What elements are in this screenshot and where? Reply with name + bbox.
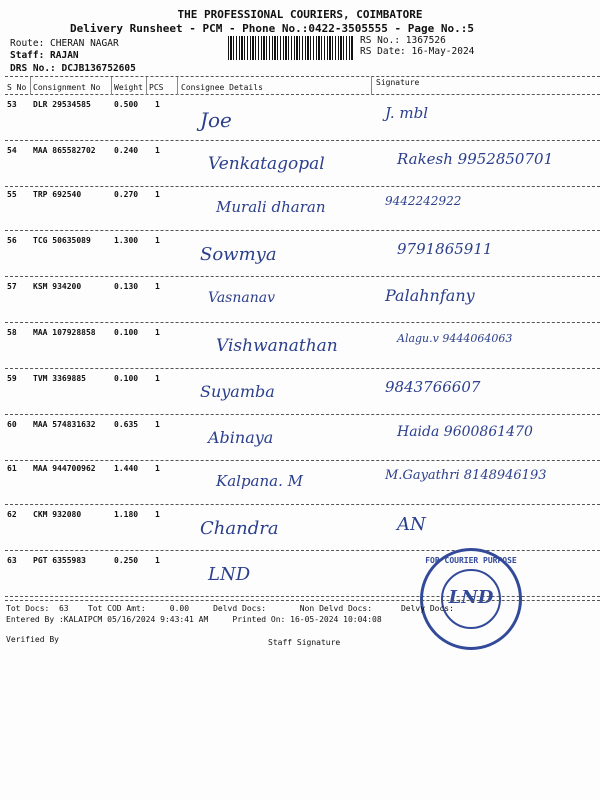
row-consignee-handwritten: Vishwanathan — [216, 336, 338, 356]
col-divider — [111, 77, 112, 95]
row-consignment: TVM 3369885 — [33, 374, 86, 383]
table-header-rule — [5, 94, 600, 95]
row-weight: 0.130 — [114, 282, 139, 291]
row-weight: 0.500 — [114, 100, 139, 109]
table-top-rule — [5, 76, 600, 77]
row-separator — [5, 460, 600, 461]
col-divider — [146, 77, 147, 95]
row-consignment: MAA 107928858 — [33, 328, 96, 337]
row-separator — [5, 230, 600, 231]
row-consignee-handwritten: Venkatagopal — [208, 154, 325, 174]
row-separator — [5, 186, 600, 187]
row-weight: 0.240 — [114, 146, 139, 155]
row-pcs: 1 — [155, 420, 160, 429]
row-weight: 1.300 — [114, 236, 139, 245]
row-signature-handwritten: AN — [397, 514, 426, 535]
row-sno: 60 — [7, 420, 17, 429]
row-separator — [5, 140, 600, 141]
row-separator — [5, 368, 600, 369]
runsheet-title: Delivery Runsheet - PCM - Phone No.:0422-3505555 - Page No.:5 — [70, 22, 474, 35]
row-signature-handwritten: 9843766607 — [385, 378, 481, 396]
row-pcs: 1 — [155, 328, 160, 337]
row-weight: 1.440 — [114, 464, 139, 473]
row-consignee-handwritten: Murali dharan — [216, 198, 326, 216]
row-weight: 0.635 — [114, 420, 139, 429]
row-separator — [5, 414, 600, 415]
row-separator — [5, 504, 600, 505]
row-sno: 57 — [7, 282, 17, 291]
row-consignee-handwritten: Kalpana. M — [216, 472, 303, 490]
route: Route: CHERAN NAGAR — [10, 38, 119, 49]
row-sno: 62 — [7, 510, 17, 519]
footer-rule — [5, 600, 600, 601]
col-sno: S No — [7, 83, 27, 92]
staff: Staff: RAJAN — [10, 50, 79, 61]
entered-by: Entered By :KALAIPCM 05/16/2024 9:43:41 AM Printed On: 16-05-2024 10:04:08 — [6, 615, 382, 624]
row-consignment: MAA 944700962 — [33, 464, 96, 473]
col-divider — [30, 77, 31, 95]
row-sno: 55 — [7, 190, 17, 199]
row-signature-handwritten: Haida 9600861470 — [397, 424, 533, 440]
row-separator — [5, 276, 600, 277]
row-consignee-handwritten: Chandra — [200, 518, 279, 539]
row-pcs: 1 — [155, 374, 160, 383]
row-signature-handwritten: M.Gayathri 8148946193 — [385, 468, 547, 483]
row-pcs: 1 — [155, 236, 160, 245]
row-signature-handwritten: 9442242922 — [385, 194, 462, 208]
col-weight: Weight — [114, 83, 143, 92]
row-signature-handwritten: J. mbl — [385, 104, 429, 122]
rs-number: RS No.: 1367526 — [360, 35, 446, 46]
row-consignment: PGT 6355983 — [33, 556, 86, 565]
col-divider — [177, 77, 178, 95]
row-signature-handwritten: Rakesh 9952850701 — [397, 150, 554, 168]
col-divider — [371, 77, 372, 95]
row-consignee-handwritten: Suyamba — [200, 382, 275, 401]
company-name: THE PROFESSIONAL COURIERS, COIMBATORE — [177, 8, 423, 21]
row-sno: 58 — [7, 328, 17, 337]
row-weight: 0.270 — [114, 190, 139, 199]
row-weight: 1.180 — [114, 510, 139, 519]
col-consignee: Consignee Details — [181, 83, 263, 92]
row-pcs: 1 — [155, 282, 160, 291]
row-pcs: 1 — [155, 100, 160, 109]
row-consignee-handwritten: Abinaya — [208, 428, 274, 447]
row-signature-handwritten: Alagu.v 9444064063 — [397, 332, 513, 345]
courier-stamp — [420, 548, 522, 650]
row-consignee-handwritten: LND — [208, 564, 251, 585]
stamp-center-text: LND — [448, 587, 494, 608]
row-sno: 54 — [7, 146, 17, 155]
verified-by: Verified By — [6, 635, 59, 644]
row-signature-handwritten: Palahnfany — [385, 286, 475, 305]
row-consignment: TCG 50635089 — [33, 236, 91, 245]
row-pcs: 1 — [155, 146, 160, 155]
staff-signature-label: Staff Signature — [268, 638, 341, 647]
row-signature-handwritten: 9791865911 — [397, 240, 493, 258]
row-pcs: 1 — [155, 464, 160, 473]
row-sno: 61 — [7, 464, 17, 473]
barcode — [228, 36, 354, 60]
row-pcs: 1 — [155, 556, 160, 565]
row-weight: 0.100 — [114, 374, 139, 383]
row-consignment: KSM 934200 — [33, 282, 82, 291]
row-separator — [5, 322, 600, 323]
row-weight: 0.100 — [114, 328, 139, 337]
row-consignment: MAA 865582702 — [33, 146, 96, 155]
row-sno: 53 — [7, 100, 17, 109]
row-pcs: 1 — [155, 510, 160, 519]
row-pcs: 1 — [155, 190, 160, 199]
col-consignment: Consignment No — [33, 83, 101, 92]
row-sno: 59 — [7, 374, 17, 383]
rs-date: RS Date: 16-May-2024 — [360, 46, 475, 57]
col-signature: Signature — [376, 78, 420, 87]
row-separator — [5, 550, 600, 551]
row-consignment: MAA 574831632 — [33, 420, 96, 429]
row-weight: 0.250 — [114, 556, 139, 565]
row-consignment: DLR 29534585 — [33, 100, 91, 109]
row-sno: 56 — [7, 236, 17, 245]
row-consignee-handwritten: Sowmya — [200, 244, 277, 265]
row-consignment: CKM 932080 — [33, 510, 82, 519]
row-consignee-handwritten: Joe — [200, 108, 232, 132]
col-pcs: PCS — [149, 83, 164, 92]
drs-number: DRS No.: DCJB136752605 — [10, 63, 136, 74]
row-consignee-handwritten: Vasnanav — [208, 290, 275, 306]
stamp-top-text: FOR COURIER PURPOSE — [425, 556, 517, 565]
row-sno: 63 — [7, 556, 17, 565]
row-consignment: TRP 692540 — [33, 190, 82, 199]
footer-summary: Tot Docs: 63 Tot COD Amt: 0.00 Delvd Docs: Non Delvd Docs: Delvy Docs: — [6, 604, 454, 613]
